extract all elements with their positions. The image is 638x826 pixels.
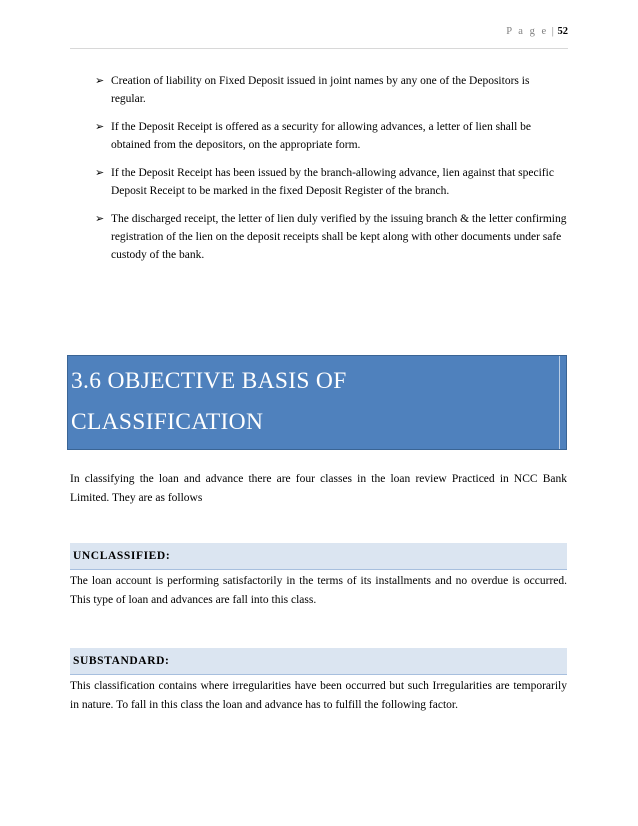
page-header [70, 26, 568, 49]
class-text-unclassified: The loan account is performing satisfactorily in the terms of its installments and no overdue is occurred. This type of loan and advances are fall into this class. [70, 575, 567, 606]
heading-rule [559, 356, 560, 449]
bullet-text: The discharged receipt, the letter of lien duly verified by the issuing branch & the letter confirming registration of the lien on the deposit receipts shall be kept along with other documents under safe custody of the bank. [111, 212, 567, 262]
list-item [97, 118, 567, 154]
class-heading-unclassified: UNCLASSIFIED: [70, 543, 567, 570]
section-title-line1: 3.6 OBJECTIVE BASIS OF [71, 368, 347, 394]
arrow-bullet-icon: ➢ [95, 120, 105, 133]
arrow-bullet-icon: ➢ [95, 212, 105, 225]
section-title-line2: CLASSIFICATION [71, 409, 264, 435]
section-heading [67, 355, 567, 450]
bullet-text: Creation of liability on Fixed Deposit issued in joint names by any one of the Depositors is regular. [111, 75, 530, 106]
class-text-substandard: This classification contains where irregularities have been occurred but such Irregularities are temporarily in nature. To fall in this class the loan and advance has to fulfill the following factor. [70, 680, 567, 711]
bullet-list [97, 72, 567, 274]
bullet-text: If the Deposit Receipt has been issued by the branch-allowing advance, lien against that specific Deposit Receipt to be marked in the fixed Deposit Register of the branch. [111, 166, 554, 198]
bullet-text: If the Deposit Receipt is offered as a security for allowing advances, a letter of lien shall be obtained from the depositors, on the appropriate form. [111, 120, 532, 152]
page-number: 52 [557, 26, 568, 37]
intro-paragraph: In classifying the loan and advance there are four classes in the loan review Practiced in NCC Bank Limited. They are as follows [70, 473, 567, 504]
class-heading-substandard: SUBSTANDARD: [70, 648, 567, 675]
arrow-bullet-icon: ➢ [95, 166, 105, 179]
page-separator: | [551, 26, 554, 37]
list-item [97, 164, 567, 200]
list-item [97, 210, 567, 265]
page-label: P a g e [506, 26, 549, 37]
list-item [97, 72, 567, 108]
arrow-bullet-icon: ➢ [95, 75, 105, 87]
